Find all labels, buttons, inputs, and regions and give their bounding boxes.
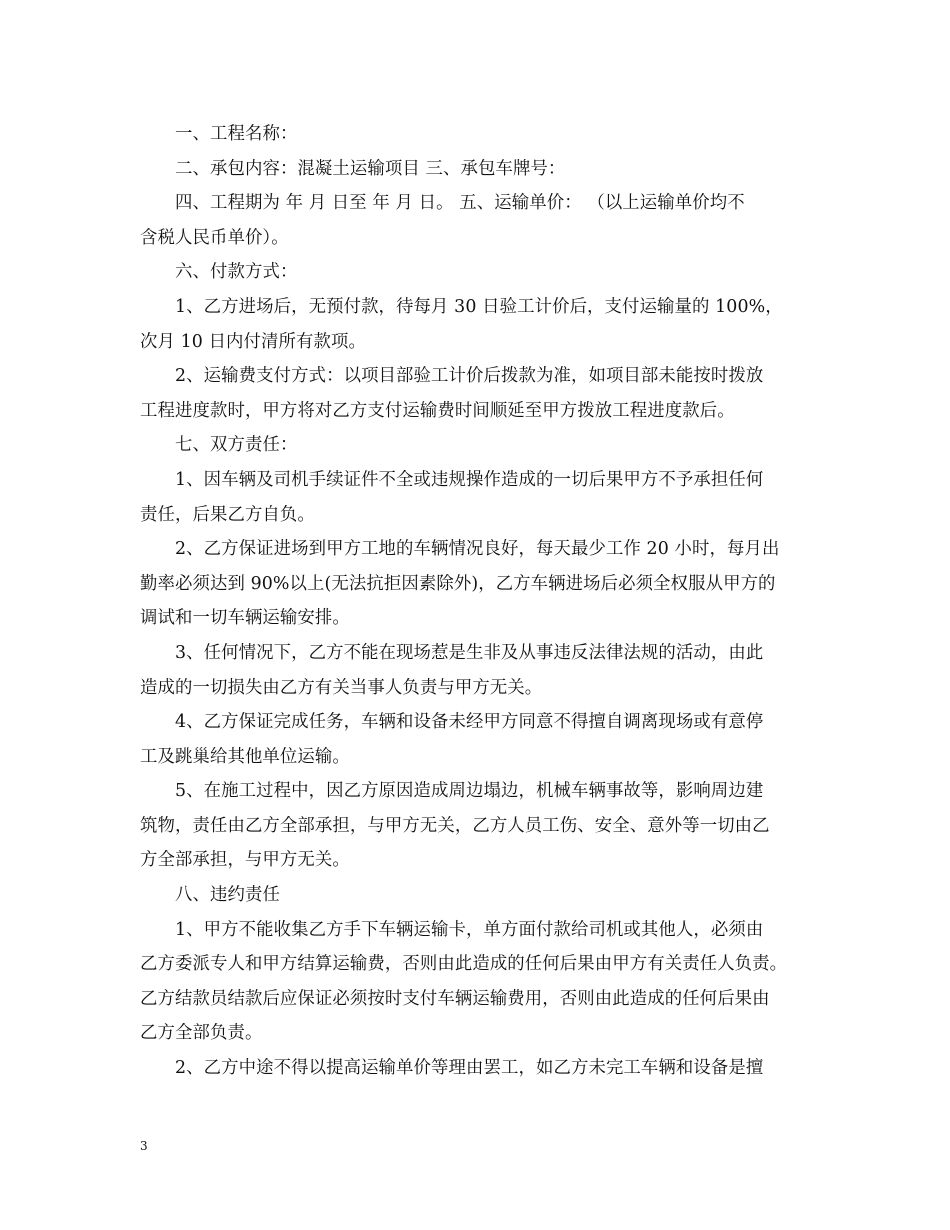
section-heading-responsibilities: 七、双方责任： <box>175 435 298 456</box>
text-line: 2、乙方保证进场到甲方工地的车辆情况良好，每天最少工作 20 小时，每月出 <box>175 539 780 560</box>
page-number: 3 <box>140 1139 148 1153</box>
text-line: 2、运输费支付方式：以项目部验工计价后拨款为准，如项目部未能按时拨放 <box>175 366 764 387</box>
text-line: 5、在施工过程中，因乙方原因造成周边塌边，机械车辆事故等，影响周边建 <box>175 781 764 802</box>
text-line: 工及跳巢给其他单位运输。 <box>140 746 350 767</box>
text-line: 四、工程期为 年 月 日至 年 月 日。 五、运输单价： （以上运输单价均不 <box>175 193 745 214</box>
section-heading-payment: 六、付款方式： <box>175 262 298 283</box>
text-line: 1、乙方进场后，无预付款，待每月 30 日验工计价后，支付运输量的 100%， <box>175 296 783 317</box>
text-line: 造成的一切损失由乙方有关当事人负责与甲方无关。 <box>140 677 543 698</box>
text-line: 筑物，责任由乙方全部承担，与甲方无关，乙方人员工伤、安全、意外等一切由乙 <box>140 815 770 836</box>
text-line: 2、乙方中途不得以提高运输单价等理由罢工，如乙方未完工车辆和设备是擅 <box>175 1058 764 1079</box>
text-line: 方全部承担，与甲方无关。 <box>140 850 350 871</box>
text-line: 勤率必须达到 90%以上(无法抗拒因素除外)，乙方车辆进场后必须全权服从甲方的 <box>140 573 776 594</box>
text-line: 乙方结款员结款后应保证必须按时支付车辆运输费用，否则由此造成的任何后果由 <box>140 988 770 1009</box>
text-line: 含税人民币单价）。 <box>140 227 289 248</box>
text-line: 工程进度款时，甲方将对乙方支付运输费时间顺延至甲方拨放工程进度款后。 <box>140 400 735 421</box>
section-heading-project-name: 一、工程名称： <box>175 124 298 144</box>
text-line: 乙方全部负责。 <box>140 1023 263 1044</box>
text-line: 乙方委派专人和甲方结算运输费，否则由此造成的任何后果由甲方有关责任人负责。 <box>140 954 788 975</box>
text-line: 1、因车辆及司机手续证件不全或违规操作造成的一切后果甲方不予承担任何 <box>175 469 764 490</box>
section-heading-breach: 八、违约责任 <box>175 885 280 906</box>
text-line: 3、任何情况下，乙方不能在现场惹是生非及从事违反法律法规的活动，由此 <box>175 642 764 663</box>
section-heading-contract-content: 二、承包内容：混凝土运输项目 三、承包车牌号： <box>175 158 566 179</box>
text-line: 调试和一切车辆运输安排。 <box>140 608 350 629</box>
text-line: 责任，后果乙方自负。 <box>140 504 315 525</box>
text-line: 1、甲方不能收集乙方手下车辆运输卡，单方面付款给司机或其他人，必须由 <box>175 919 764 940</box>
text-line: 次月 10 日内付清所有款项。 <box>140 331 366 352</box>
text-line: 4、乙方保证完成任务，车辆和设备未经甲方同意不得擅自调离现场或有意停 <box>175 712 764 733</box>
contract-body <box>140 117 820 1086</box>
